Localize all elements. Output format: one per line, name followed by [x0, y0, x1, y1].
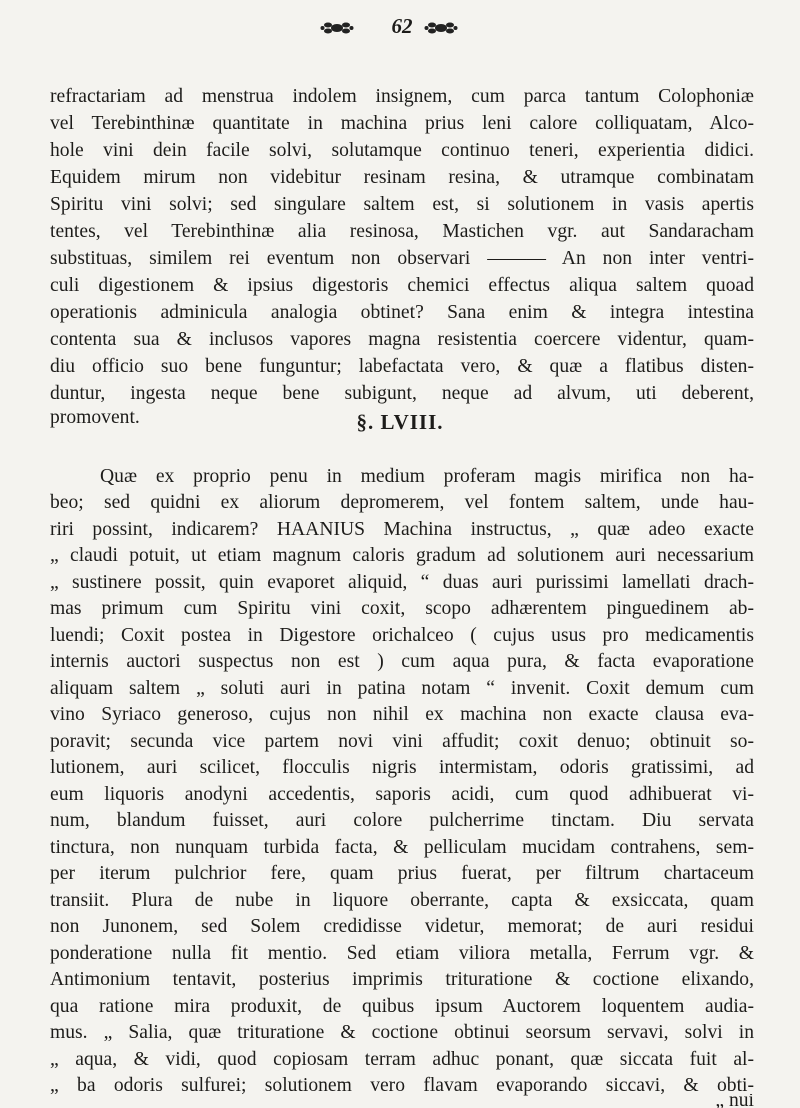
text-line: lutionem, auri scilicet, flocculis nigris intermistam, odoris gratissimi, ad	[50, 757, 754, 778]
text-line: diu officio suo bene funguntur; labefactata vero, & quæ a flatibus disten-	[50, 356, 754, 377]
text-line: Spiritu vini solvi; sed singulare saltem est, si solutionem in vasis apertis	[50, 194, 754, 215]
text-line: promovent.	[50, 407, 140, 428]
page-header	[0, 8, 800, 42]
text-line: beo; sed quidni ex aliorum depromerem, vel fontem saltem, unde hau-	[50, 492, 754, 513]
text-line: per iterum pulchrior fere, quam prius fuerat, per filtrum chartaceum	[50, 863, 754, 884]
text-line: contenta sua & inclusos vapores magna resistentia coercere videntur, quam-	[50, 329, 754, 350]
catchword: „ nui	[715, 1094, 754, 1108]
page-number: 62	[391, 14, 413, 38]
text-line: mus. „ Salia, quæ trituratione & coctione obtinui seorsum servavi, solvi in	[50, 1022, 754, 1043]
text-line: „ sustinere possit, quin evaporet aliquid, “ duas auri purissimi lamellati drach-	[50, 572, 754, 593]
text-line: operationis adminicula analogia obtinet? Sana enim & integra intestina	[50, 302, 754, 323]
text-line: poravit; secunda vice partem novi vini affudit; coxit denuo; obtinuit so-	[50, 731, 754, 752]
text-line: internis auctori suspectus non est ) cum aqua pura, & facta evaporatione	[50, 651, 754, 672]
text-line: „ claudi potuit, ut etiam magnum caloris gradum ad solutionem auri necessarium	[50, 545, 754, 566]
text-line: vino Syriaco generoso, cujus non nihil ex machina non exacte clausa eva-	[50, 704, 754, 725]
text-line: qua ratione mira produxit, de quibus ipsum Auctorem loquentem audia-	[50, 996, 754, 1017]
text-line: „ aqua, & vidi, quod copiosam terram adhuc ponant, quæ siccata fuit al-	[50, 1049, 754, 1070]
text-line: eum liquoris anodyni accedentis, saporis acidi, cum quod adhibuerat vi-	[50, 784, 754, 805]
text-line: duntur, ingesta neque bene subigunt, neque ad alvum, uti deberent,	[50, 383, 754, 404]
text-line: substituas, similem rei eventum non observari ——— An non inter ventri-	[50, 248, 754, 269]
text-line: hole vini dein facile solvi, solutamque continuo teneri, experientia didici.	[50, 140, 754, 161]
text-line: num, blandum fuisset, auri colore pulcherrime tinctam. Diu servata	[50, 810, 754, 831]
text-line: vel Terebinthinæ quantitate in machina prius leni calore colliquatam, Alco-	[50, 113, 754, 134]
text-line: culi digestionem & ipsius digestoris chemici effectus aliqua saltem quoad	[50, 275, 754, 296]
text-line: Antimonium tentavit, posterius imprimis trituratione & coctione elixando,	[50, 969, 754, 990]
text-line: Quæ ex proprio penu in medium proferam magis mirifica non ha-	[100, 466, 754, 487]
text-line: aliquam saltem „ soluti auri in patina notam “ invenit. Coxit demum cum	[50, 678, 754, 699]
text-line: luendi; Coxit postea in Digestore orichalceo ( cujus usus pro medicamentis	[50, 625, 754, 646]
text-line: tinctura, non nunquam turbida facta, & pelliculam mucidam contrahens, sem-	[50, 837, 754, 858]
text-line: ponderatione nulla fit mentio. Sed etiam viliora metalla, Ferrum vgr. &	[50, 943, 754, 964]
text-line: non Junonem, sed Solem credidisse videtur, memorat; de auri residui	[50, 916, 754, 937]
text-line: riri possint, indicarem? HAANIUS Machina instructus, „ quæ adeo exacte	[50, 519, 754, 540]
section-heading: §. LVIII.	[356, 410, 444, 434]
text-line: „ ba odoris sulfurei; solutionem vero flavam evaporando siccavi, & obti-	[50, 1075, 754, 1096]
text-line: mas primum cum Spiritu vini coxit, scopo adhærentem pinguedinem ab-	[50, 598, 754, 619]
text-line: refractariam ad menstrua indolem insignem, cum parca tantum Colophoniæ	[50, 86, 754, 107]
fleuron-left-icon	[320, 20, 354, 36]
text-line: tentes, vel Terebinthinæ alia resinosa, Mastichen vgr. aut Sandaracham	[50, 221, 754, 242]
text-line: transiit. Plura de nube in liquore oberrante, capta & exsiccata, quam	[50, 890, 754, 911]
fleuron-right-icon	[424, 20, 458, 36]
text-line: Equidem mirum non videbitur resinam resina, & utramque combinatam	[50, 167, 754, 188]
